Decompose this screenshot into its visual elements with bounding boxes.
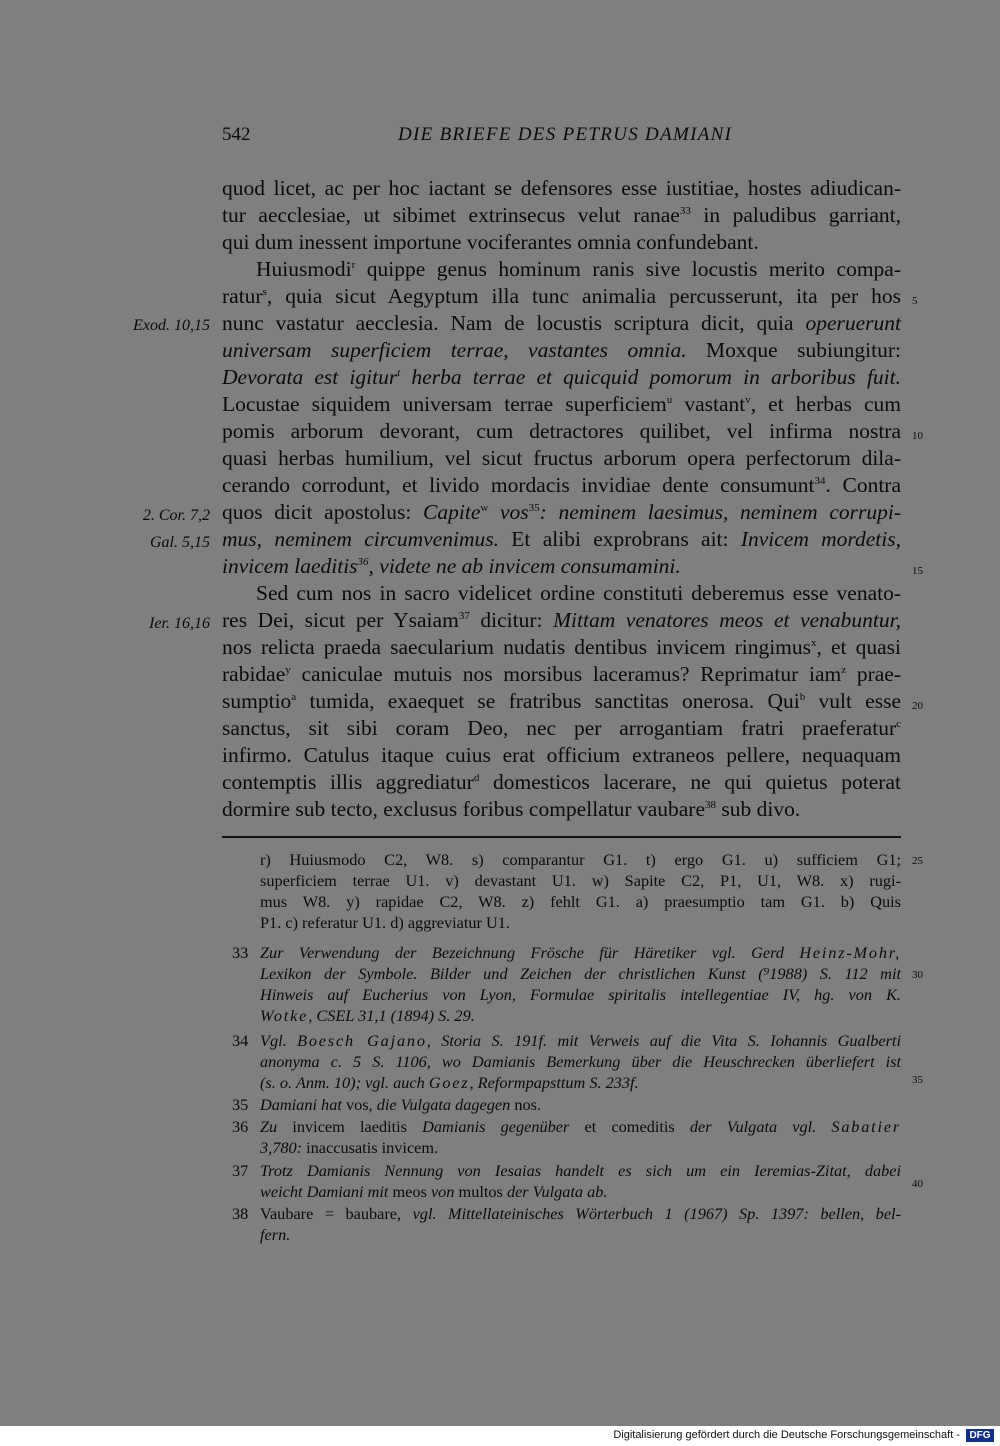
line-number: 20 [912, 700, 923, 712]
text-line: quod licet, ac per hoc iactant se defensores esse iustitiae, hostes adiudican- [222, 176, 901, 200]
text-line: sumptio$^a$ tumida, exaequet se fratribus sanctitas onerosa. Qui$^b$ vult esse [222, 689, 901, 713]
footnote-number: 34 [232, 1031, 249, 1050]
text-line: infirmo. Catulus itaque cuius erat officium extraneos pellere, nequaquam [222, 743, 901, 767]
footnote-number: 35 [232, 1095, 249, 1114]
margin-ref: Exod. 10,15 [133, 317, 210, 334]
text-line: Locustae siquidem universam terrae superficiem$^u$ vastant$^v$, et herbas cum [222, 392, 901, 416]
text-line: rabidae$^y$ caniculae mutuis nos morsibus laceramus? Reprimatur iam$^z$ prae- [222, 662, 902, 686]
text-line: nos relicta praeda saecularium nudatis dentibus invicem ringimus$^x$, et quasi [222, 635, 901, 659]
apparatus-line: P1. c) referatur U1. d) aggreviatur U1. [260, 913, 510, 932]
text-line: cerando corrodunt, et livido mordacis invidiae dente consumunt$^{34}$. Contra [222, 473, 901, 497]
digitization-footer [0, 1426, 1000, 1446]
footnote-number: 38 [232, 1204, 249, 1223]
footnote-line: Trotz Damianis Nennung von Iesaias handelt es sich um ein Ieremias-Zitat, dabei [260, 1161, 901, 1180]
footnote-line: Zu invicem laeditis Damianis gegenüber et comeditis der Vulgata vgl. Sabatier [260, 1117, 901, 1136]
footnote-number: 37 [232, 1161, 249, 1180]
footnote-line: weicht Damiani mit meos von multos der Vulgata ab. [260, 1182, 608, 1201]
footnote-line: Lexikon der Symbole. Bilder und Zeichen der christlichen Kunst (⁹1988) S. 112 mit [260, 964, 901, 983]
line-number: 35 [912, 1074, 923, 1086]
text-line: mus, neminem circumvenimus. Et alibi exprobrans ait: Invicem mordetis, [222, 527, 901, 551]
text-line: qui dum inessent importune vociferantes omnia confundebant. [222, 230, 759, 254]
line-number: 25 [912, 855, 923, 867]
footnote-line: fern. [260, 1225, 291, 1244]
footnote-line: (s. o. Anm. 10); vgl. auch Goez, Reformpapsttum S. 233f. [260, 1073, 639, 1092]
text-line: nunc vastatur aecclesia. Nam de locustis scriptura dicit, quia operuerunt [222, 311, 901, 335]
text-line: universam superficiem terrae, vastantes omnia. Moxque subiungitur: [222, 338, 901, 362]
line-number: 40 [912, 1178, 923, 1190]
page-number: 542 [222, 124, 251, 145]
text-line: contemptis illis aggrediatur$^d$ domesticos lacerare, ne qui quietus poterat [222, 770, 901, 794]
footnote-line: Zur Verwendung der Bezeichnung Frösche für Häretiker vgl. Gerd Heinz-Mohr, [260, 943, 901, 962]
footnote-line: 3,780: inaccusatis invicem. [260, 1138, 439, 1157]
text-line: pomis arborum devorant, cum detractores quilibet, vel infirma nostra [222, 419, 901, 443]
text-line: quasi herbas humilium, vel sicut fructus arborum opera perfectorum dila- [222, 446, 901, 470]
footnote-line: Vaubare = baubare, vgl. Mittellateinisches Wörterbuch 1 (1967) Sp. 1397: bellen, bel- [260, 1204, 901, 1223]
text-line: quos dicit apostolus: Capite$^w$ vos$^{35}$: neminem laesimus, neminem corrupi- [222, 500, 901, 524]
running-title: DIE BRIEFE DES PETRUS DAMIANI [398, 124, 733, 145]
line-number: 10 [912, 430, 923, 442]
footnote-rule [222, 836, 901, 838]
text-line: Sed cum nos in sacro videlicet ordine constituti deberemus esse venato- [256, 581, 901, 605]
text-line: sanctus, sit sibi coram Deo, nec per arrogantiam fratri praeferatur$^c$ [222, 716, 901, 740]
text-line: dormire sub tecto, exclusus foribus compellatur vaubare$^{38}$ sub divo. [222, 797, 801, 821]
line-number: 30 [912, 969, 923, 981]
apparatus-line: mus W8. y) rapidae C2, W8. z) fehlt G1. a) praesumptio tam G1. b) Quis [260, 892, 901, 911]
text-line: Huiusmodi$^r$ quippe genus hominum ranis sive locustis merito compa- [256, 257, 901, 281]
apparatus-line: r) Huiusmodo C2, W8. s) comparantur G1. t) ergo G1. u) sufficiem G1; [260, 850, 901, 869]
text-line: invicem laeditis$^{36}$, videte ne ab invicem consumamini. [222, 554, 681, 578]
line-number: 15 [912, 565, 923, 577]
footnote-line: Damiani hat vos, die Vulgata dagegen nos. [260, 1095, 542, 1114]
footnote-number: 36 [232, 1117, 249, 1136]
footnote-line: anonyma c. 5 S. 1106, wo Damianis Bemerkung über die Heuschrecken überliefert ist [260, 1052, 901, 1071]
margin-ref: 2. Cor. 7,2 [142, 507, 210, 524]
margin-ref: Gal. 5,15 [150, 534, 210, 551]
funding-credit: Digitalisierung gefördert durch die Deutsche Forschungsgemeinschaft - [613, 1429, 960, 1441]
dfg-logo: DFG [966, 1429, 994, 1442]
apparatus-line: superficiem terrae U1. v) devastant U1. w) Sapite C2, P1, U1, W8. x) rugi- [260, 871, 901, 890]
text-line: tur aecclesiae, ut sibimet extrinsecus velut ranae$^{33}$ in paludibus garriant, [222, 203, 901, 227]
text-line: Devorata est igitur$^t$ herba terrae et quicquid pomorum in arboribus fuit. [222, 365, 901, 389]
line-number: 5 [912, 295, 918, 307]
footnote-line: Vgl. Boesch Gajano, Storia S. 191f. mit Verweis auf die Vita S. Iohannis Gualberti [260, 1031, 901, 1050]
text-line: res Dei, sicut per Ysaiam$^{37}$ dicitur: Mittam venatores meos et venabuntur, [222, 608, 901, 632]
text-line: ratur$^s$, quia sicut Aegyptum illa tunc animalia percusserunt, ita per hos [222, 284, 901, 308]
footnote-number: 33 [232, 943, 249, 962]
footnote-line: Hinweis auf Eucherius von Lyon, Formulae spiritalis intellegentiae IV, hg. von K. [260, 985, 901, 1004]
margin-ref: Ier. 16,16 [149, 615, 210, 632]
footnote-line: Wotke, CSEL 31,1 (1894) S. 29. [260, 1006, 475, 1025]
